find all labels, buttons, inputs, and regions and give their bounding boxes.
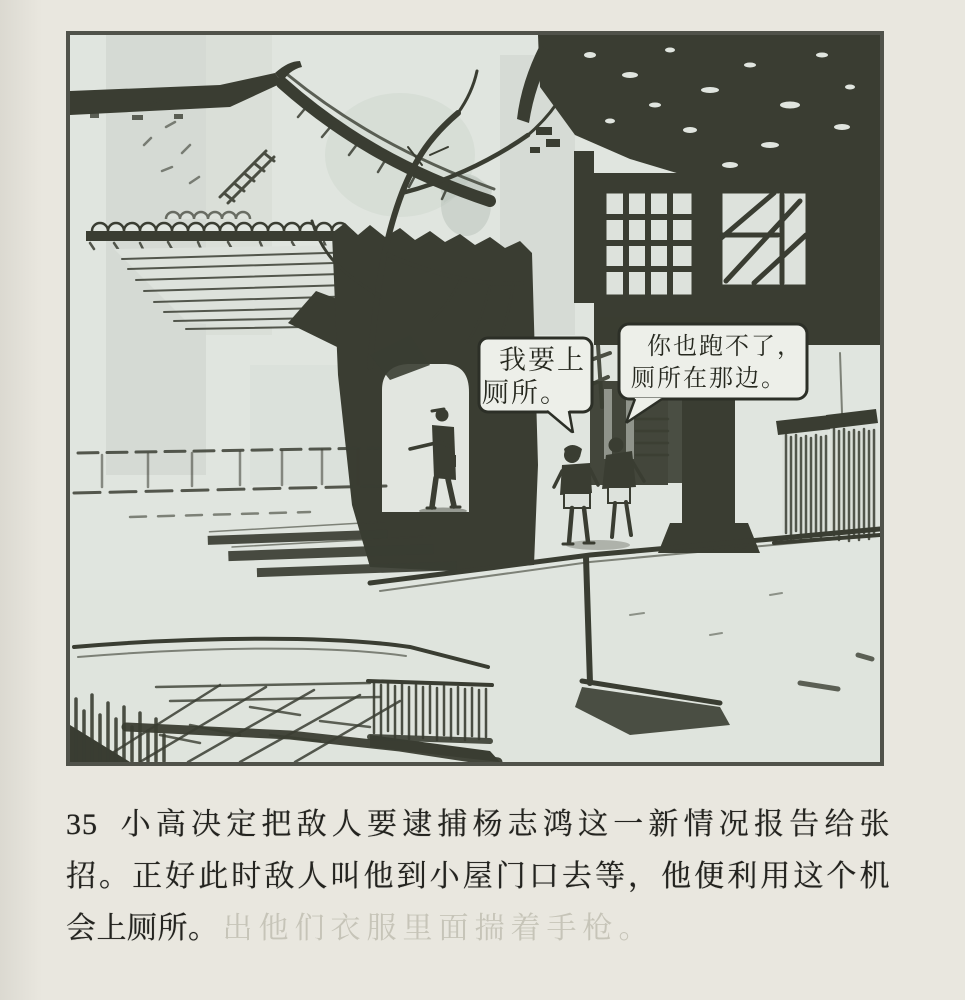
panel-number: 35: [66, 808, 98, 841]
bubble-right-line-2: 厕所在那边。: [631, 366, 787, 392]
caption-line-1: [66, 799, 890, 851]
firewood-stacks: [774, 409, 880, 543]
bleedthrough-text: 出他们衣服里面揣着手枪。: [222, 912, 655, 945]
wall-post: [574, 151, 594, 303]
bubble-right-line-1: 你也跑不了，: [647, 334, 803, 360]
lattice-window-1: [604, 191, 694, 297]
illustration: [70, 35, 880, 762]
bubble-left-line-2: 厕所。: [482, 378, 569, 408]
caption-line-2: 招。正好此时敌人叫他到小屋门口去等，他便利用这个机: [66, 860, 890, 893]
caption-line-3: [66, 903, 890, 955]
gate-arch: [382, 364, 469, 512]
panel-frame: [66, 31, 884, 766]
bubble-left-line-1: 我要上: [499, 345, 586, 375]
caption-text-3: 会上厕所。: [66, 912, 219, 945]
caption-text-1: 小高决定把敌人要逮捕杨志鸿这一新情况报告给张: [116, 808, 890, 841]
caption: [66, 799, 890, 955]
lattice-window-2: [720, 191, 808, 287]
